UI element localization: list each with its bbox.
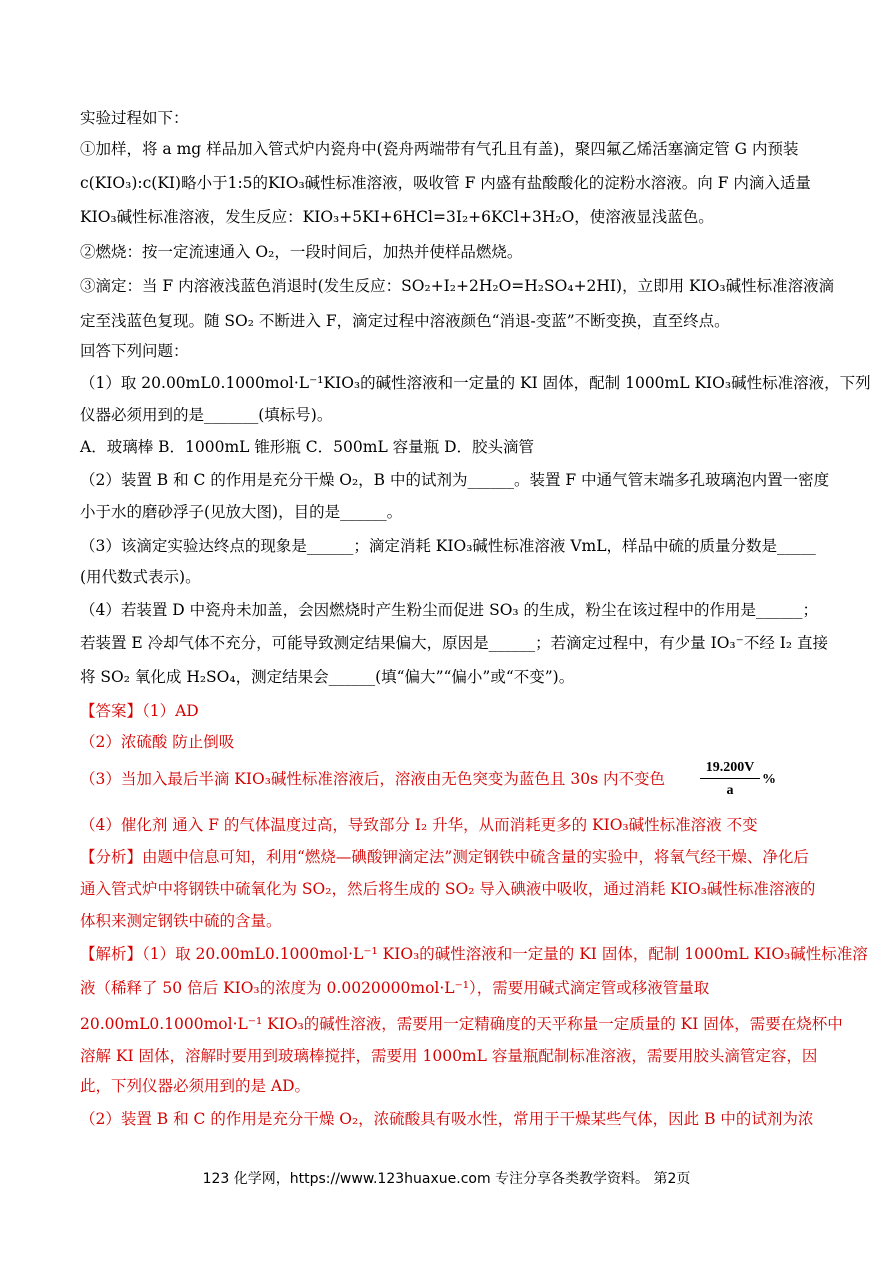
answer-formula (700, 760, 760, 799)
answer-line: 液（稀释了 50 倍后 KIO₃的浓度为 0.0020000mol·L⁻¹），需要用碱式滴定管或移液管量取 (80, 979, 710, 997)
answer-line: 【解析】（1）取 20.00mL0.1000mol·L⁻¹ KIO₃的碱性溶液和一定量的 KI 固体，配制 1000mL KIO₃碱性标准溶 (80, 945, 868, 963)
question-line: 回答下列问题： (80, 342, 189, 360)
question-line: （3）该滴定实验达终点的现象是______；滴定消耗 KIO₃碱性标准溶液 VmL，样品中硫的质量分数是_____ (80, 537, 816, 555)
question-line: (用代数式表示)。 (80, 568, 201, 586)
question-line: 定至浅蓝色复现。随 SO₂ 不断进入 F，滴定过程中溶液颜色“消退-变蓝”不断变换，直至终点。 (80, 312, 730, 330)
question-line: ①加样，将 a mg 样品加入管式炉内瓷舟中(瓷舟两端带有气孔且有盖)，聚四氟乙烯活塞滴定管 G 内预装 (80, 140, 799, 158)
answer-line: （4）催化剂 通入 F 的气体温度过高，导致部分 I₂ 升华，从而消耗更多的 KIO₃碱性标准溶液 不变 (80, 816, 758, 834)
answer-line: 【答案】（1）AD (80, 702, 199, 720)
page-footer: 123 化学网，https://www.123huaxue.com 专注分享各类教学资料。 第2页 (202, 1171, 691, 1187)
question-line: （1）取 20.00mL0.1000mol·L⁻¹KIO₃的碱性溶液和一定量的 KI 固体，配制 1000mL KIO₃碱性标准溶液，下列 (80, 374, 871, 392)
answer-line: （3）当加入最后半滴 KIO₃碱性标准溶液后，溶液由无色突变为蓝色且 30s 内不变色 (80, 770, 665, 788)
question-line: 将 SO₂ 氧化成 H₂SO₄，测定结果会______(填“偏大”“偏小”或“不变”)。 (80, 668, 575, 686)
question-line: 若装置 E 冷却气体不充分，可能导致测定结果偏大，原因是______；若滴定过程中，有少量 IO₃⁻不经 I₂ 直接 (80, 634, 829, 652)
formula-denominator: a (726, 783, 734, 798)
answer-line: 通入管式炉中将钢铁中硫氧化为 SO₂，然后将生成的 SO₂ 导入碘液中吸收，通过消耗 KIO₃碱性标准溶液的 (80, 880, 816, 898)
question-line: （2）装置 B 和 C 的作用是充分干燥 O₂，B 中的试剂为______。装置 F 中通气管末端多孔玻璃泡内置一密度 (80, 471, 830, 489)
formula-percent: % (762, 772, 776, 787)
question-line: KIO₃碱性标准溶液，发生反应：KIO₃+5KI+6HCl=3I₂+6KCl+3H₂O，使溶液显浅蓝色。 (80, 208, 714, 226)
answer-line: 体积来测定钢铁中硫的含量。 (80, 912, 282, 930)
answer-line: 溶解 KI 固体，溶解时要用到玻璃棒搅拌，需要用 1000mL 容量瓶配制标准溶液，需要用胶头滴管定容，因 (80, 1047, 818, 1065)
answer-line: 【分析】由题中信息可知，利用“燃烧—碘酸钾滴定法”测定钢铁中硫含量的实验中，将氧气经干燥、净化后 (80, 848, 809, 866)
answer-line: （2）浓硫酸 防止倒吸 (80, 733, 235, 751)
question-line: A．玻璃棒 B．1000mL 锥形瓶 C．500mL 容量瓶 D．胶头滴管 (80, 438, 535, 456)
question-line: ③滴定：当 F 内溶液浅蓝色消退时(发生反应：SO₂+I₂+2H₂O=H₂SO₄+2HI)，立即用 KIO₃碱性标准溶液滴 (80, 277, 835, 295)
question-line: c(KIO₃):c(KI)略小于1:5的KIO₃碱性标准溶液，吸收管 F 内盛有盐酸酸化的淀粉水溶液。向 F 内滴入适量 (80, 174, 811, 192)
question-line: 小于水的磨砂浮子(见放大图)，目的是______。 (80, 503, 403, 521)
formula-numerator: 19.200V (700, 760, 760, 779)
question-line: ②燃烧：按一定流速通入 O₂，一段时间后，加热并使样品燃烧。 (80, 243, 523, 261)
question-line: 仪器必须用到的是_______(填标号)。 (80, 406, 333, 424)
answer-line: 此，下列仪器必须用到的是 AD。 (80, 1077, 311, 1095)
answer-line: （2）装置 B 和 C 的作用是充分干燥 O₂，浓硫酸具有吸水性，常用于干燥某些气体，因此 B 中的试剂为浓 (80, 1110, 814, 1128)
question-line: （4）若装置 D 中瓷舟未加盖，会因燃烧时产生粉尘而促进 SO₃ 的生成，粉尘在该过程中的作用是______； (80, 601, 819, 619)
question-line: 实验过程如下： (80, 109, 189, 127)
answer-line: 20.00mL0.1000mol·L⁻¹ KIO₃的碱性溶液，需要用一定精确度的天平称量一定质量的 KI 固体，需要在烧杯中 (80, 1015, 843, 1033)
